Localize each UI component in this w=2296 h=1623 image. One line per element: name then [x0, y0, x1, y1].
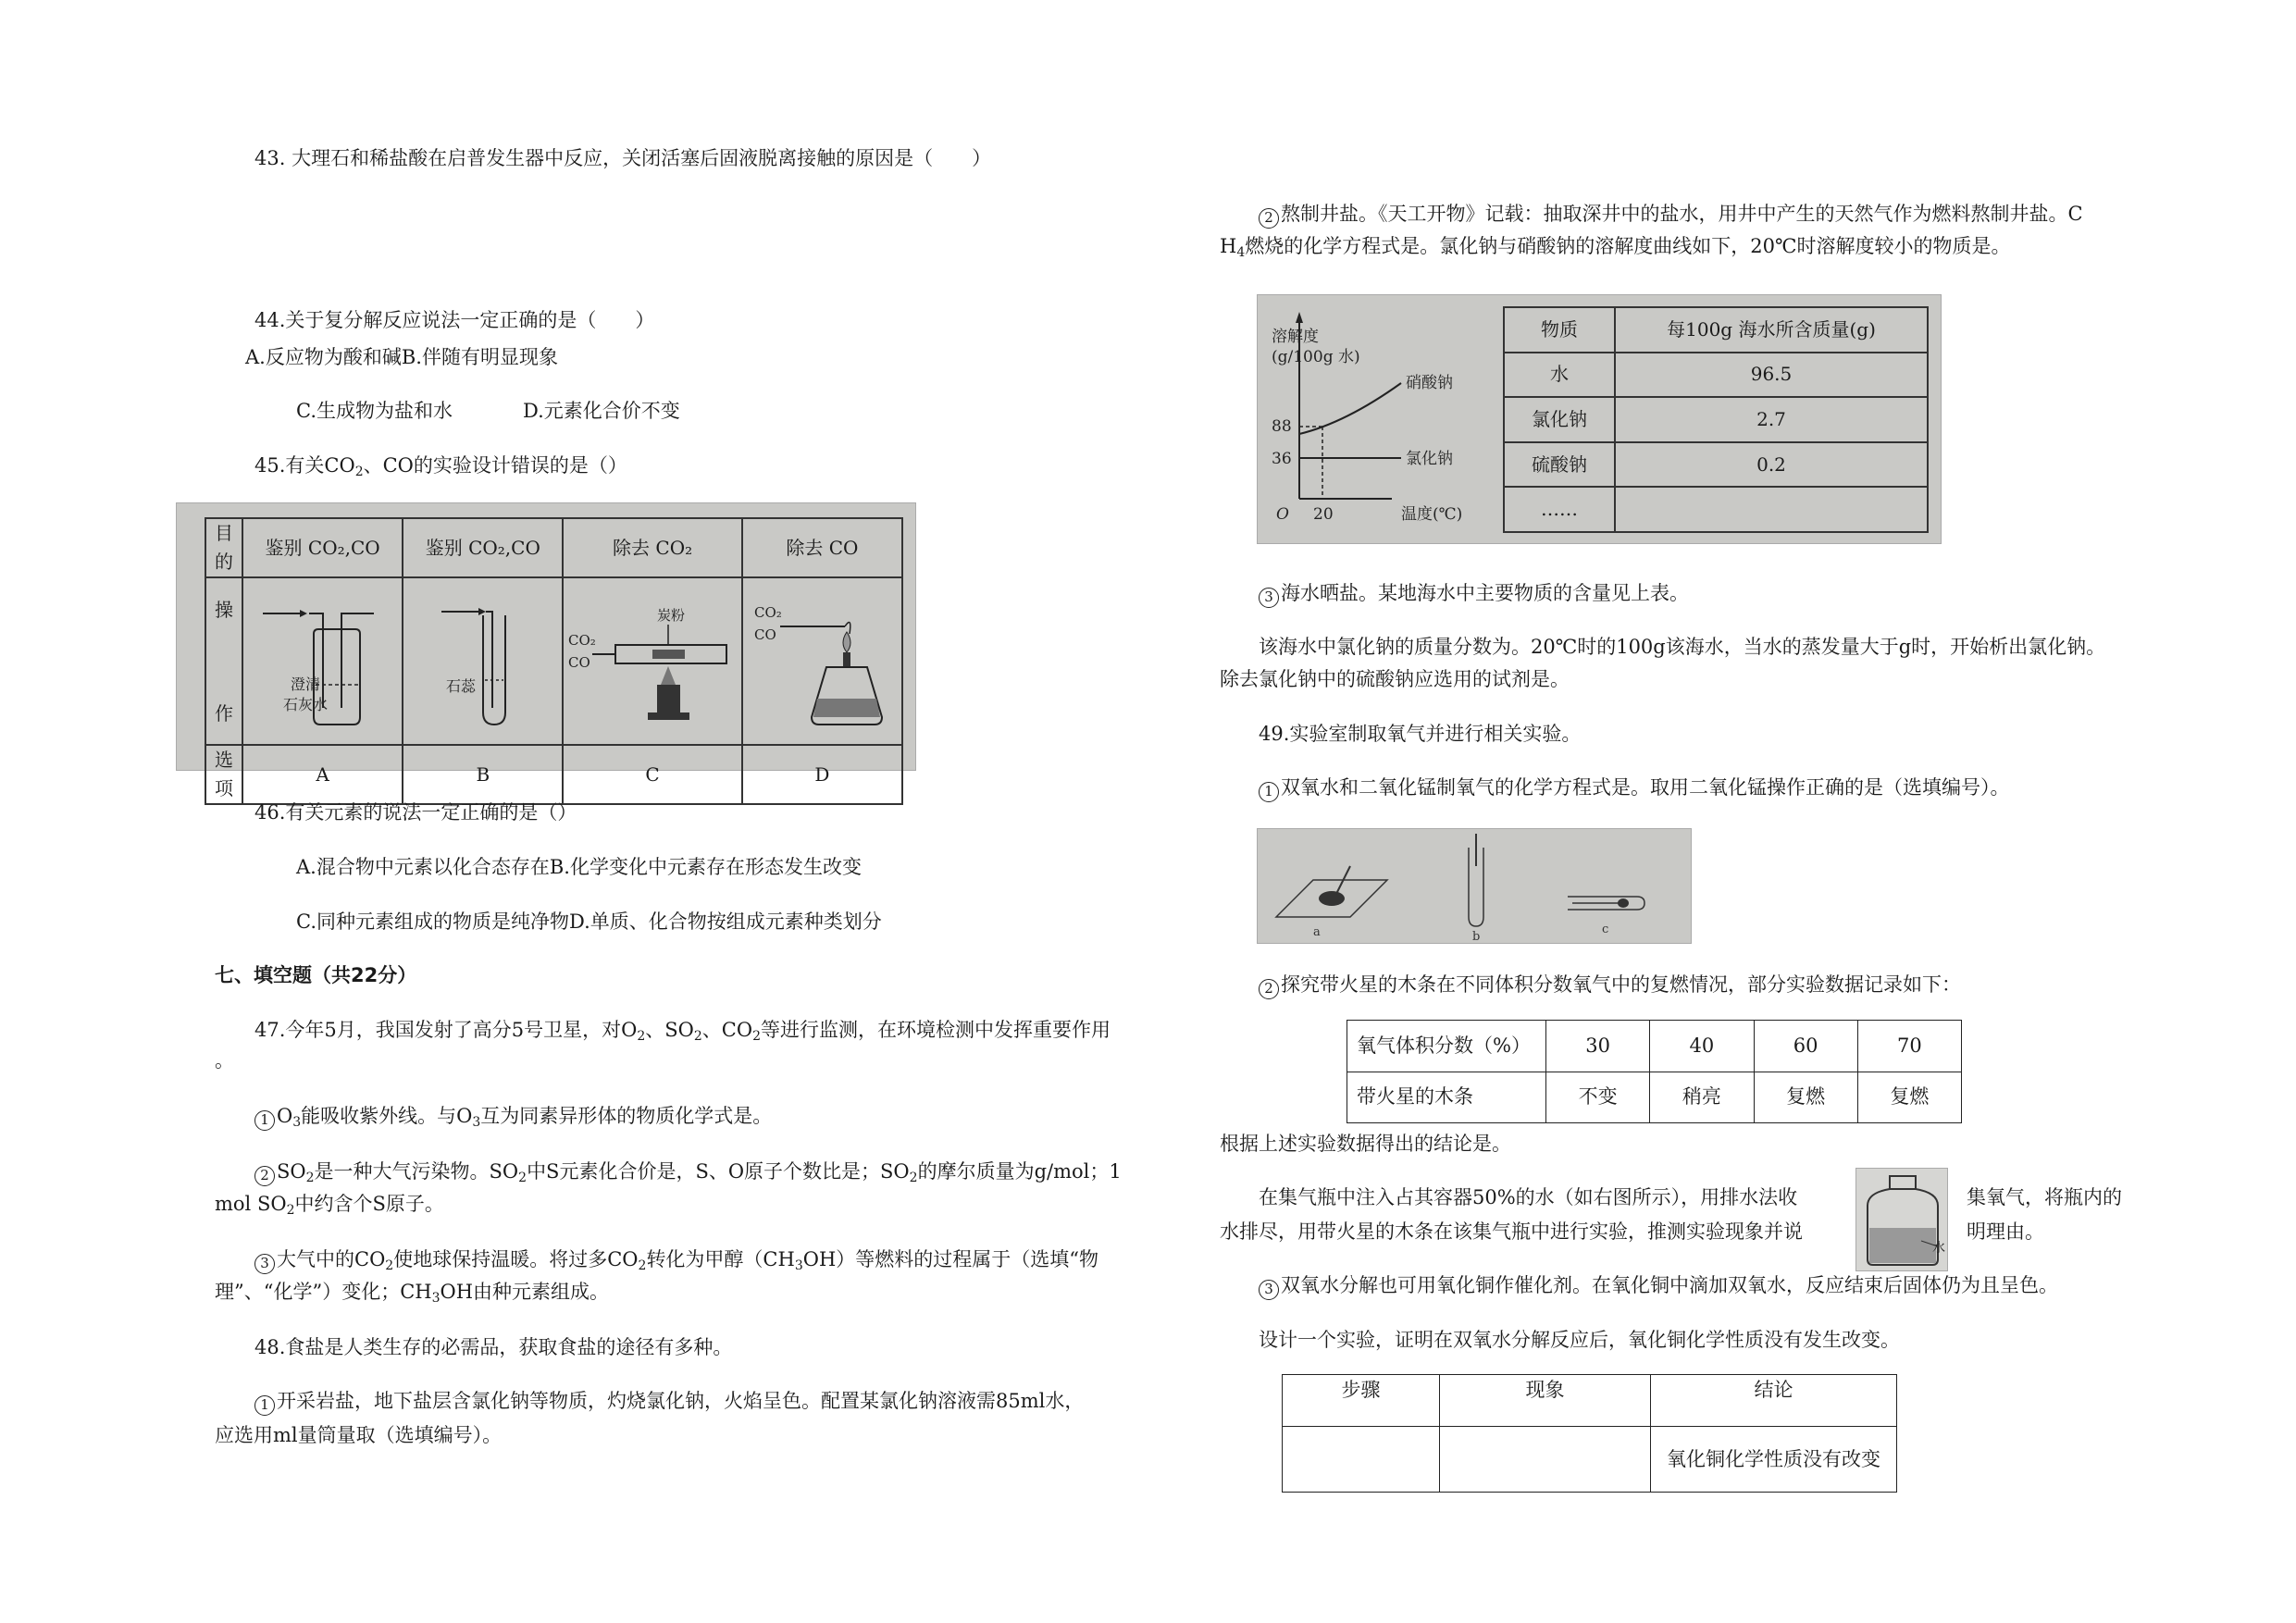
q49-sub1-num: 1	[1259, 782, 1279, 802]
seawater-row1-name: 水	[1504, 353, 1615, 398]
chart-tick-y-88: 88	[1272, 417, 1292, 436]
q47-sub2-line2: mol $SO_2$中约含个S原子。	[215, 1193, 444, 1218]
q45-purpose-b: 鉴别 CO₂,CO	[403, 518, 563, 577]
q45-row-head-purpose: 目的	[205, 518, 242, 577]
section-7-heading: 七、填空题（共22分）	[215, 964, 417, 986]
q45-purpose-d: 除去 CO	[742, 518, 902, 577]
q48-sub2-line2: $H_4$燃烧的化学方程式是。氯化钠与硝酸钠的溶解度曲线如下，20℃时溶解度较小的物质是。	[1220, 235, 2011, 260]
design-cell-step	[1283, 1427, 1440, 1493]
test-tube-drawing	[404, 578, 562, 736]
q47-sub1-num: 1	[254, 1110, 275, 1131]
q47-s3-f: OH由种元素组成。	[440, 1281, 610, 1303]
q47-s2-d: 的摩尔质量为g/mol；1	[917, 1160, 1122, 1183]
splint-result-4: 复燃	[1857, 1072, 1961, 1123]
alcohol-lamp-drawing	[743, 578, 900, 736]
q47-s3-d: OH）等燃料的过程属于（选填“物	[802, 1248, 1099, 1270]
q49-bottle-photo	[1855, 1168, 1948, 1271]
splint-result-1: 不变	[1546, 1072, 1650, 1123]
q49-sub1	[1259, 773, 2010, 803]
q48-s2-a: 熬制井盐。《天工开物》记载：抽取深井中的盐水，用井中产生的天然气作为燃料熬制井盐。C	[1281, 203, 2083, 225]
q49-para-c: 水排尽，用带火星的木条在该集气瓶中进行实验，推测实验现象并说	[1220, 1220, 1803, 1243]
splint-result-3: 复燃	[1754, 1072, 1857, 1123]
chart-origin: O	[1276, 505, 1289, 524]
solubility-curve-chart	[1262, 304, 1503, 536]
q49-sub2	[1259, 970, 1961, 1000]
chart-ylabel-1: 溶解度	[1272, 328, 1319, 346]
label-gas-c1: CO₂	[568, 632, 596, 649]
q47-s3-a: 大气中的CO	[277, 1248, 386, 1270]
q47-s1-a: O	[277, 1105, 293, 1127]
q49-text: 49.实验室制取氧气并进行相关实验。	[1259, 723, 1582, 745]
q44-options-ab: A.反应物为酸和碱B.伴随有明显现象	[245, 346, 558, 368]
q45-apparatus-c	[563, 577, 741, 745]
q49-s2-a: 探究带火星的木条在不同体积分数氧气中的复燃情况，部分实验数据记录如下：	[1281, 973, 1961, 996]
q49-sub3-design: 设计一个实验，证明在双氧水分解反应后，氧化铜化学性质没有发生改变。	[1259, 1329, 1900, 1351]
label-carbon: 炭粉	[657, 607, 686, 624]
q48-text: 48.食盐是人类生存的必需品，获取食盐的途径有多种。	[254, 1336, 733, 1358]
label-gas-d1: CO₂	[754, 604, 783, 621]
q48-sub3-num: 3	[1259, 588, 1279, 608]
q47-s3-c: 转化为甲醇（CH	[646, 1248, 795, 1270]
q46-options-cd: C.同种元素组成的物质是纯净物D.单质、化合物按组成元素种类划分	[296, 911, 882, 933]
splint-result-2: 稍亮	[1650, 1072, 1754, 1123]
q47-sub3-line1: 3 大气中的$CO_2$使地球保持温暖。将过多$CO_2$转化为甲醇$(CH_3OH)$等燃料的过程属于（选填“物	[254, 1245, 1098, 1277]
q49-conclusion: 根据上述实验数据得出的结论是。	[1220, 1133, 1511, 1155]
q45-op-char-1: 操	[215, 598, 233, 621]
q49-para-d: 明理由。	[1967, 1220, 2044, 1243]
q47-sub3-line2: 理”、“化学”）变化；$CH_3OH$由种元素组成。	[215, 1281, 610, 1306]
seawater-head-mass: 每100g 海水所含质量(g)	[1615, 307, 1928, 353]
q49-sub3-num: 3	[1259, 1280, 1279, 1300]
q48-sub1-line1	[254, 1386, 1084, 1417]
q47-s2-c: 中S元素化合价是，S、O原子个数比是；SO	[527, 1160, 910, 1183]
gas-bottle-drawing	[1856, 1169, 1949, 1272]
seawater-composition-table	[1503, 306, 1929, 533]
q45-row-head-operation	[205, 577, 242, 745]
tube-furnace-drawing	[565, 578, 740, 736]
q45-apparatus-a	[242, 577, 403, 745]
oxygen-row2-head: 带火星的木条	[1347, 1072, 1546, 1123]
q44-option-c: C.生成物为盐和水	[296, 400, 453, 422]
oxygen-row1-head: 氧气体积分数（%）	[1347, 1021, 1546, 1072]
q46-text: 46.有关元素的说法一定正确的是（）	[254, 801, 577, 824]
q47-s2-b: 是一种大气污染物。SO	[314, 1160, 519, 1183]
label-limewater-1: 澄清	[290, 675, 320, 693]
q45-option-b: B	[403, 745, 563, 804]
q49-sub2-num: 2	[1259, 979, 1279, 999]
label-litmus: 石蕊	[445, 677, 476, 695]
q47-s3-b: 使地球保持温暖。将过多CO	[393, 1248, 639, 1270]
seawater-row4-value	[1615, 487, 1928, 532]
q47-sub1: 1 $O_3$能吸收紫外线。与$O_3$互为同素异形体的物质化学式是。	[254, 1101, 772, 1134]
q47-l1-a: 47.今年5月，我国发射了高分5号卫星，对O	[254, 1019, 638, 1041]
q43-text: 43. 大理石和稀盐酸在启普发生器中反应，关闭活塞后固液脱离接触的原因是（ ）	[254, 147, 992, 169]
seawater-row3-value: 0.2	[1615, 442, 1928, 488]
q47-sub3-num: 3	[254, 1254, 275, 1274]
q45-text-pre: 45.有关CO	[254, 454, 355, 477]
q45-option-d: D	[742, 745, 902, 804]
q47-s2-f: 中约含个S原子。	[294, 1193, 444, 1215]
series-label-sodium-nitrate: 硝酸钠	[1406, 374, 1453, 392]
seawater-row2-name: 氯化钠	[1504, 397, 1615, 442]
q48-sub3-line1	[1259, 578, 1689, 609]
seawater-row3-name: 硫酸钠	[1504, 442, 1615, 488]
gas-washing-bottle-drawing	[244, 578, 402, 736]
q45-option-a: A	[242, 745, 403, 804]
seawater-head-substance: 物质	[1504, 307, 1615, 353]
q47-s2-e: mol SO	[215, 1193, 287, 1215]
design-head-conclusion: 结论	[1651, 1375, 1897, 1427]
q45-option-c: C	[563, 745, 741, 804]
q45-op-char-2: 作	[215, 701, 233, 725]
oxygen-val-3: 60	[1754, 1021, 1857, 1072]
label-gas-c2: CO	[568, 654, 590, 671]
q48-sub2-num: 2	[1259, 208, 1279, 229]
oxygen-val-1: 30	[1546, 1021, 1650, 1072]
q45-apparatus-b	[403, 577, 563, 745]
q48-sub1-line2: 应选用ml量筒量取（选填编号）。	[215, 1424, 503, 1446]
oxygen-fraction-table	[1347, 1020, 1962, 1123]
q47-line2: 。	[215, 1049, 234, 1072]
label-limewater-2: 石灰水	[282, 696, 328, 713]
q44-option-d: D.元素化合价不变	[523, 400, 680, 422]
q47-s2-a: SO	[277, 1160, 306, 1183]
q46-options-ab: A.混合物中元素以化合态存在B.化学变化中元素存在形态发生改变	[296, 856, 862, 878]
q47-s1-c: 互为同素异形体的物质化学式是。	[480, 1105, 773, 1127]
q47-sub2-num: 2	[254, 1166, 275, 1186]
q45-apparatus-d	[742, 577, 902, 745]
q48-s2-c: 燃烧的化学方程式是。氯化钠与硝酸钠的溶解度曲线如下，20℃时溶解度较小的物质是。	[1245, 235, 2011, 257]
q47-s3-e: 理”、“化学”）变化；CH	[215, 1281, 432, 1303]
photo-label-b: b	[1472, 930, 1481, 944]
q49-para-a: 在集气瓶中注入占其容器50%的水（如右图所示），用排水法收	[1259, 1186, 1798, 1208]
q45-experiment-table-photo	[176, 502, 916, 799]
design-head-phenomenon: 现象	[1440, 1375, 1651, 1427]
q48-sub2-line1	[1259, 199, 2083, 229]
design-cell-conclusion: 氧化铜化学性质没有改变	[1651, 1427, 1897, 1493]
chart-ylabel-2: (g/100g 水)	[1272, 348, 1360, 366]
q47-l1-b: 、SO	[645, 1019, 694, 1041]
q45-text: 45.有关$CO_2$、CO的实验设计错误的是（）	[254, 454, 627, 479]
design-head-step: 步骤	[1283, 1375, 1440, 1427]
photo-label-a: a	[1313, 925, 1321, 939]
q48-chart-table-photo	[1257, 294, 1942, 544]
oxygen-val-2: 40	[1650, 1021, 1754, 1072]
q48-sub3-line3: 除去氯化钠中的硫酸钠应选用的试剂是。	[1220, 668, 1570, 690]
oxygen-val-4: 70	[1857, 1021, 1961, 1072]
design-cell-phenomenon	[1440, 1427, 1651, 1493]
q49-s1-a: 双氧水和二氧化锰制氧气的化学方程式是。取用二氧化锰操作正确的是（选填编号）。	[1281, 776, 2010, 799]
q45-row-head-option: 选项	[205, 745, 242, 804]
bottle-water-label: 水	[1932, 1241, 1945, 1256]
chart-tick-y-36: 36	[1272, 450, 1292, 468]
q48-sub3-line2: 该海水中氯化钠的质量分数为。20℃时的100g该海水，当水的蒸发量大于g时，开始析出氯化钠。	[1259, 636, 2106, 658]
chart-tick-x-20: 20	[1313, 505, 1334, 524]
q49-s3-a: 双氧水分解也可用氧化铜作催化剂。在氧化铜中滴加双氧水，反应结束后固体仍为且呈色。	[1281, 1274, 2058, 1296]
q45-experiment-table	[205, 517, 903, 805]
q48-s1-a: 开采岩盐，地下盐层含氯化钠等物质，灼烧氯化钠，火焰呈色。配置某氯化钠溶液需85ml水，	[277, 1390, 1085, 1412]
label-gas-d2: CO	[754, 626, 777, 643]
q47-line1: 47.今年5月，我国发射了高分5号卫星，对$O_2$、$SO_2$、$CO_2$等进行监测，在环境检测中发挥重要作用	[254, 1019, 1111, 1044]
q47-s1-b: 能吸收紫外线。与O	[301, 1105, 473, 1127]
q48-s3-a: 海水晒盐。某地海水中主要物质的含量见上表。	[1281, 582, 1689, 604]
q47-sub2-line1: 2 $SO_2$是一种大气污染物。$SO_2$中S元素化合价是，S、O原子个数比是；$SO_2$的摩尔质量为g/mol；1	[254, 1157, 1122, 1189]
seawater-row1-value: 96.5	[1615, 353, 1928, 398]
seawater-row4-name: ……	[1504, 487, 1615, 532]
photo-label-c: c	[1602, 923, 1609, 936]
q47-l1-d: 等进行监测，在环境检测中发挥重要作用	[761, 1019, 1111, 1041]
q44-text: 44.关于复分解反应说法一定正确的是（ ）	[254, 309, 655, 331]
q49-para-b: 集氧气，将瓶内的	[1967, 1186, 2122, 1208]
mno2-operation-drawing	[1258, 829, 1693, 945]
q48-sub1-num: 1	[254, 1395, 275, 1416]
seawater-row2-value: 2.7	[1615, 397, 1928, 442]
q45-purpose-a: 鉴别 CO₂,CO	[242, 518, 403, 577]
q48-s2-b: H	[1220, 235, 1237, 257]
q49-operation-photo	[1257, 828, 1692, 944]
series-label-sodium-chloride: 氯化钠	[1406, 450, 1453, 468]
q45-text-post: 、CO的实验设计错误的是（）	[363, 454, 627, 477]
q49-sub3	[1259, 1270, 2058, 1301]
q45-purpose-c: 除去 CO₂	[563, 518, 741, 577]
q47-l1-c: 、CO	[701, 1019, 753, 1041]
experiment-design-table	[1282, 1374, 1897, 1493]
chart-xlabel: 温度(℃)	[1401, 505, 1463, 524]
